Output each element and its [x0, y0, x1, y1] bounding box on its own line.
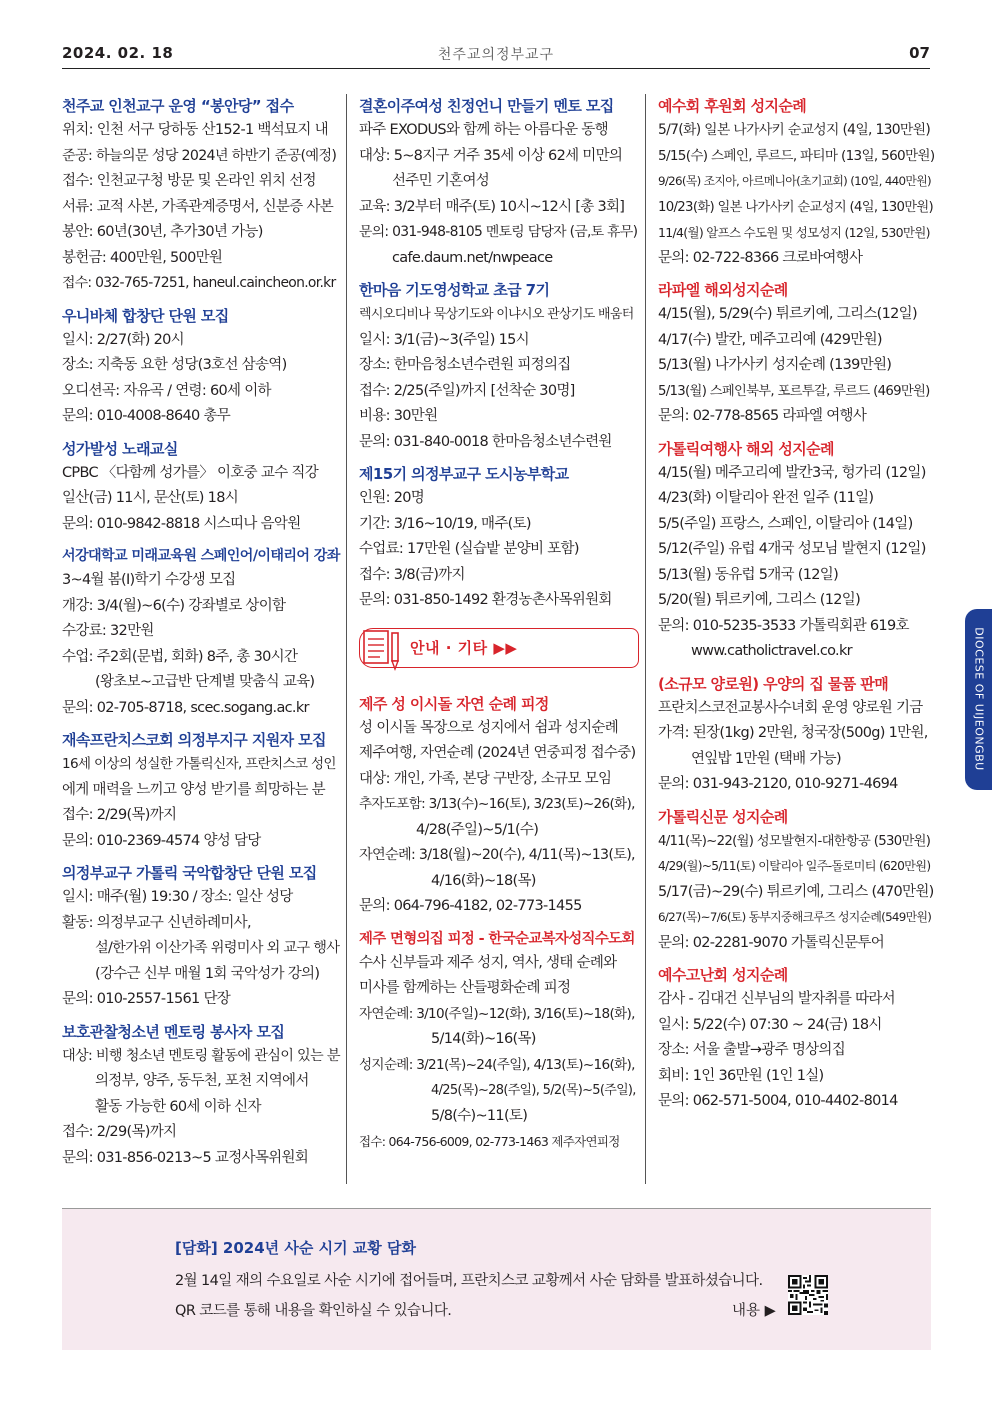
- notice-line: 11/4(월) 알프스 수도원 및 성모성지 (12일, 530만원): [658, 225, 930, 240]
- publication-title: 천주교의정부교구: [437, 47, 555, 63]
- notice-section: [658, 672, 934, 798]
- notice-line: 수업: 주2회(문법, 회화) 8주, 총 30시간: [62, 648, 298, 665]
- notice-line: 활동: 의정부교구 신년하례미사,: [62, 914, 251, 931]
- notice-section: [62, 304, 340, 430]
- notice-line: 일시: 3/1(금)~3(주일) 15시: [359, 331, 529, 348]
- notepad-pencil-icon: [358, 625, 404, 673]
- notice-title: 제15기 의정부교구 도시농부학교: [359, 465, 569, 483]
- page-header: [0, 0, 992, 70]
- notice-line: 10/23(화) 일본 나가사키 순교성지 (4일, 130만원): [658, 199, 933, 215]
- notice-line: 봉헌금: 400만원, 500만원: [62, 249, 223, 266]
- notice-line: 봉안: 60년(30년, 추가30년 가능): [62, 224, 263, 240]
- notice-title: 천주교 인천교구 운영 “봉안당” 접수: [62, 97, 294, 115]
- notice-line: 에게 매력을 느끼고 양성 받기를 희망하는 분: [62, 781, 325, 798]
- notice-line: 일시: 매주(월) 19:30 / 장소: 일산 성당: [62, 889, 293, 905]
- notice-line: 5/13(월) 동유럽 5개국 (12일): [658, 566, 839, 583]
- notice-line: 4/28(주일)~5/1(수): [416, 821, 539, 838]
- notice-line: 가격: 된장(1kg) 2만원, 청국장(500g) 1만원,: [658, 725, 928, 741]
- box-title: [담화] 2024년 사순 시기 교황 담화: [175, 1239, 416, 1257]
- notice-section: [62, 861, 340, 1013]
- notice-line: 일시: 2/27(화) 20시: [62, 331, 184, 348]
- notice-title: 가톨릭여행사 해외 성지순례: [658, 439, 834, 458]
- notice-line: 프란치스코전교봉사수녀회 운영 양로원 기금: [658, 699, 923, 716]
- notice-section: [62, 94, 340, 297]
- column-divider: [346, 94, 347, 1184]
- notice-section: [359, 927, 639, 1155]
- notice-line: 위치: 인천 서구 당하동 산152-1 백석묘지 내: [62, 122, 328, 138]
- notice-line: 문의: 031-840-0018 한마음청소년수련원: [359, 433, 612, 450]
- notice-line: 접수: 032-765-7251, haneul.caincheon.or.kr: [62, 275, 336, 291]
- content-link[interactable]: 내용 ▶: [732, 1303, 776, 1319]
- notice-line: 수업료: 17만원 (실습밭 분양비 포함): [359, 541, 579, 557]
- notice-section: [62, 728, 340, 854]
- notice-line: 인원: 20명: [359, 490, 425, 506]
- side-tab: [965, 609, 992, 790]
- notice-line: 서류: 교적 사본, 가족관계증명서, 신분증 사본: [62, 198, 334, 215]
- notice-line: 5/14(화)~16(목): [431, 1031, 536, 1047]
- notice-line: 문의: 010-5235-3533 가톨릭회관 619호: [658, 617, 909, 634]
- notice-title: 결혼이주여성 친정언니 만들기 멘토 모집: [359, 97, 614, 115]
- issue-date: 2024. 02. 18: [62, 44, 174, 62]
- notice-line: 대상: 비행 청소년 멘토링 활동에 관심이 있는 분: [62, 1047, 340, 1064]
- guide-section-label: 안내 · 기타 ▶▶: [410, 639, 518, 657]
- notice-line: 추자도포함: 3/13(수)~16(토), 3/23(토)~26(화),: [359, 796, 635, 812]
- notice-line: cafe.daum.net/nwpeace: [392, 249, 553, 266]
- notice-section: [658, 963, 934, 1115]
- notice-line: 4/16(화)~18(목): [431, 872, 536, 889]
- notice-title: 성가발성 노래교실: [62, 439, 178, 458]
- notice-line: 문의: 010-9842-8818 시스띠나 음악원: [62, 515, 301, 532]
- header-divider: [62, 68, 930, 69]
- notice-line: 접수: 3/8(금)까지: [359, 566, 465, 583]
- notice-line: 감사 - 김대건 신부님의 발자취를 따라서: [658, 991, 895, 1007]
- notice-line: 연잎밥 1만원 (택배 가능): [691, 750, 841, 767]
- notice-line: 문의: 02-778-8565 라파엘 여행사: [658, 408, 867, 424]
- notice-line: 5/20(월) 튀르키예, 그리스 (12일): [658, 592, 861, 608]
- qr-code[interactable]: [788, 1274, 828, 1316]
- notice-line: 5/8(수)~11(토): [431, 1107, 528, 1124]
- notice-line: 문의: 031-943-2120, 010-9271-4694: [658, 776, 898, 792]
- notice-line: 대상: 5~8지구 거주 35세 이상 62세 미만의: [359, 147, 623, 164]
- notice-line: 문의: 010-4008-8640 총무: [62, 408, 231, 424]
- notice-line: 자연순례: 3/10(주일)~12(화), 3/16(토)~18(화),: [359, 1005, 635, 1022]
- notice-line: 9/26(목) 조지아, 아르메니아(초기교회) (10일, 440만원): [658, 174, 931, 188]
- notice-line: 5/5(주일) 프랑스, 스페인, 이탈리아 (14일): [658, 515, 913, 532]
- notice-line: 접수: 인천교구청 방문 및 온라인 위치 선정: [62, 173, 316, 189]
- notice-line: 미사를 함께하는 산들평화순례 피정: [359, 980, 571, 996]
- notice-line: 성 이시돌 목장으로 성지에서 쉼과 성지순례: [359, 719, 619, 736]
- notice-line: 접수: 2/25(주일)까지 [선착순 30명]: [359, 382, 575, 399]
- notice-line: 5/12(주일) 유럽 4개국 성모님 발현지 (12일): [658, 541, 926, 557]
- notice-line: 문의: 02-722-8366 크로바여행사: [658, 249, 863, 266]
- notice-line: 3~4월 봄(Ⅰ)학기 수강생 모집: [62, 572, 236, 588]
- notice-line: 오디션곡: 자유곡 / 연령: 60세 이하: [62, 382, 271, 399]
- notice-title: 의정부교구 가톨릭 국악합창단 단원 모집: [62, 864, 317, 882]
- column-2-guide-notices: [359, 692, 639, 1155]
- notice-line: 문의: 062-571-5004, 010-4402-8014: [658, 1093, 898, 1109]
- notice-line: 일산(금) 11시, 문산(토) 18시: [62, 490, 239, 506]
- column-2: [359, 94, 639, 1162]
- notice-line: 4/15(월), 5/29(수) 튀르키예, 그리스(12일): [658, 306, 917, 322]
- notice-line: 4/15(월) 메주고리예 발칸3국, 헝가리 (12일): [658, 464, 926, 481]
- notice-section: [359, 94, 639, 271]
- box-text-line: QR 코드를 통해 내용을 확인하실 수 있습니다.: [175, 1303, 452, 1319]
- notice-line: 문의: 031-948-8105 멘토링 담당자 (금,토 휴무): [359, 224, 638, 240]
- box-top-border: [62, 1208, 931, 1209]
- notice-title: 보호관찰청소년 멘토링 봉사자 모집: [62, 1022, 285, 1041]
- notice-title: 재속프란치스코회 의정부지구 지원자 모집: [62, 731, 326, 749]
- notice-line: 문의: 031-856-0213~5 교정사목위원회: [62, 1149, 309, 1166]
- notice-line: www.catholictravel.co.kr: [691, 643, 852, 659]
- notice-line: 의정부, 양주, 동두천, 포천 지역에서: [95, 1073, 309, 1089]
- notice-line: 수사 신부들과 제주 성지, 역사, 생태 순례와: [359, 954, 617, 971]
- notice-line: 4/11(목)~22(월) 성모발현지-대한항공 (530만원): [658, 833, 931, 849]
- notice-line: 장소: 한마음청소년수련원 피정의집: [359, 357, 571, 373]
- notice-line: 5/17(금)~29(수) 튀르키예, 그리스 (470만원): [658, 883, 934, 900]
- notice-section: [62, 437, 340, 538]
- notice-title: 서강대학교 미래교육원 스페인어/이태리어 강좌: [62, 548, 340, 564]
- notice-line: 자연순례: 3/18(월)~20(수), 4/11(목)~13(토),: [359, 847, 635, 863]
- notice-section: [658, 94, 934, 271]
- notice-line: (강수근 신부 매월 1회 국악성가 강의): [95, 965, 320, 982]
- side-tab-label: DIOCESE OF UIJEONGBU: [972, 627, 986, 771]
- column-1: [62, 94, 340, 1178]
- notice-title: 예수고난회 성지순례: [658, 966, 788, 984]
- notice-title: 제주 면형의집 피정 - 한국순교복자성직수도회: [359, 930, 635, 947]
- notice-line: 문의: 010-2557-1561 단장: [62, 991, 231, 1007]
- notice-line: 렉시오디비나 묵상기도와 이냐시오 관상기도 배움터: [359, 307, 634, 322]
- notice-line: 4/17(수) 발칸, 메주고리예 (429만원): [658, 331, 882, 348]
- notice-line: 설/한가위 이산가족 위령미사 외 교구 행사: [95, 940, 340, 956]
- notice-title: 우니바체 합창단 단원 모집: [62, 306, 229, 325]
- notice-section: [359, 462, 639, 614]
- notice-line: (왕초보~고급반 단계별 맞춤식 교육): [95, 674, 315, 690]
- notice-section: [62, 544, 340, 721]
- notice-line: 장소: 서울 출발→광주 명상의집: [658, 1042, 846, 1058]
- notice-line: 대상: 개인, 가족, 본당 구반장, 소규모 모임: [359, 770, 612, 787]
- notice-line: 문의: 010-2369-4574 양성 담당: [62, 832, 261, 849]
- notice-line: 16세 이상의 성실한 가톨릭신자, 프란치스코 성인: [62, 756, 336, 772]
- notice-line: 5/7(화) 일본 나가사키 순교성지 (4일, 130만원): [658, 122, 931, 138]
- notice-line: 5/15(수) 스페인, 루르드, 파티마 (13일, 560만원): [658, 147, 935, 164]
- box-text-line: 2월 14일 재의 수요일로 사순 시기에 접어들며, 프란치스코 교황께서 사순 담화를 발표하셨습니다.: [175, 1273, 763, 1289]
- notice-line: 비용: 30만원: [359, 408, 438, 424]
- notice-section: [359, 692, 639, 920]
- notice-title: 가톨릭신문 성지순례: [658, 807, 788, 826]
- notice-line: 4/29(월)~5/11(토) 이탈리아 일주-돌로미티 (620만원): [658, 859, 931, 873]
- notice-section: [658, 437, 934, 665]
- notice-line: 수강료: 32만원: [62, 623, 154, 639]
- notice-line: 문의: 031-850-1492 환경농촌사목위원회: [359, 592, 612, 608]
- notice-title: 예수회 후원회 성지순례: [658, 97, 807, 115]
- notice-line: 일시: 5/22(수) 07:30 ~ 24(금) 18시: [658, 1016, 882, 1033]
- notice-line: 선주민 기혼여성: [392, 173, 490, 189]
- notice-line: 활동 가능한 60세 이하 신자: [95, 1098, 261, 1115]
- notice-line: 4/25(목)~28(주일), 5/2(목)~5(주일),: [431, 1083, 636, 1098]
- notice-line: 문의: 02-2281-9070 가톨릭신문투어: [658, 934, 885, 951]
- notice-section: [62, 1020, 340, 1172]
- notice-line: 기간: 3/16~10/19, 매주(토): [359, 515, 531, 532]
- notice-line: 접수: 064-756-6009, 02-773-1463 제주자연피정: [359, 1134, 620, 1149]
- notice-line: 회비: 1인 36만원 (1인 1실): [658, 1067, 824, 1084]
- notice-line: 파주 EXODUS와 함께 하는 아름다운 동행: [359, 122, 608, 138]
- column-3: [658, 94, 934, 1122]
- notice-line: 개강: 3/4(월)~6(수) 강좌별로 상이함: [62, 597, 286, 614]
- page-number: 07: [909, 44, 930, 62]
- notice-line: 성지순례: 3/21(목)~24(주일), 4/13(토)~16(화),: [359, 1056, 635, 1073]
- notice-line: 접수: 2/29(목)까지: [62, 807, 177, 823]
- notice-line: 문의: 064-796-4182, 02-773-1455: [359, 898, 582, 914]
- notice-title: 라파엘 해외성지순례: [658, 281, 788, 299]
- notice-section: [658, 805, 934, 957]
- notice-line: 접수: 2/29(목)까지: [62, 1124, 177, 1140]
- notice-line: 준공: 하늘의문 성당 2024년 하반기 준공(예정): [62, 147, 337, 164]
- notice-line: 4/23(화) 이탈리아 완전 일주 (11일): [658, 490, 874, 506]
- notice-line: 5/13(월) 스페인북부, 포르투갈, 루르드 (469만원): [658, 383, 930, 399]
- notice-title: 제주 성 이시돌 자연 순례 피정: [359, 694, 549, 713]
- notice-title: 한마음 기도영성학교 초급 7기: [359, 281, 550, 299]
- papal-message-box: [62, 1208, 931, 1350]
- notice-section: [658, 278, 934, 430]
- column-divider: [645, 94, 646, 1184]
- notice-line: 5/13(월) 나가사키 성지순례 (139만원): [658, 357, 892, 373]
- notice-line: 교육: 3/2부터 매주(토) 10시~12시 [총 3회]: [359, 198, 625, 215]
- notice-line: 제주여행, 자연순례 (2024년 연중피정 접수중): [359, 745, 636, 761]
- notice-line: 6/27(목)~7/6(토) 동부지중해크루즈 성지순례(549만원): [658, 910, 932, 924]
- notice-title: (소규모 양로원) 우양의 집 물품 판매: [658, 674, 889, 693]
- guide-section-banner: [359, 628, 639, 668]
- notice-line: 장소: 지축동 요한 성당(3호선 삼송역): [62, 357, 287, 373]
- column-2-notices: [359, 94, 639, 614]
- notice-section: [359, 278, 639, 455]
- notice-line: CPBC 〈다함께 성가를〉 이호중 교수 직강: [62, 464, 319, 481]
- notice-line: 문의: 02-705-8718, scec.sogang.ac.kr: [62, 699, 309, 716]
